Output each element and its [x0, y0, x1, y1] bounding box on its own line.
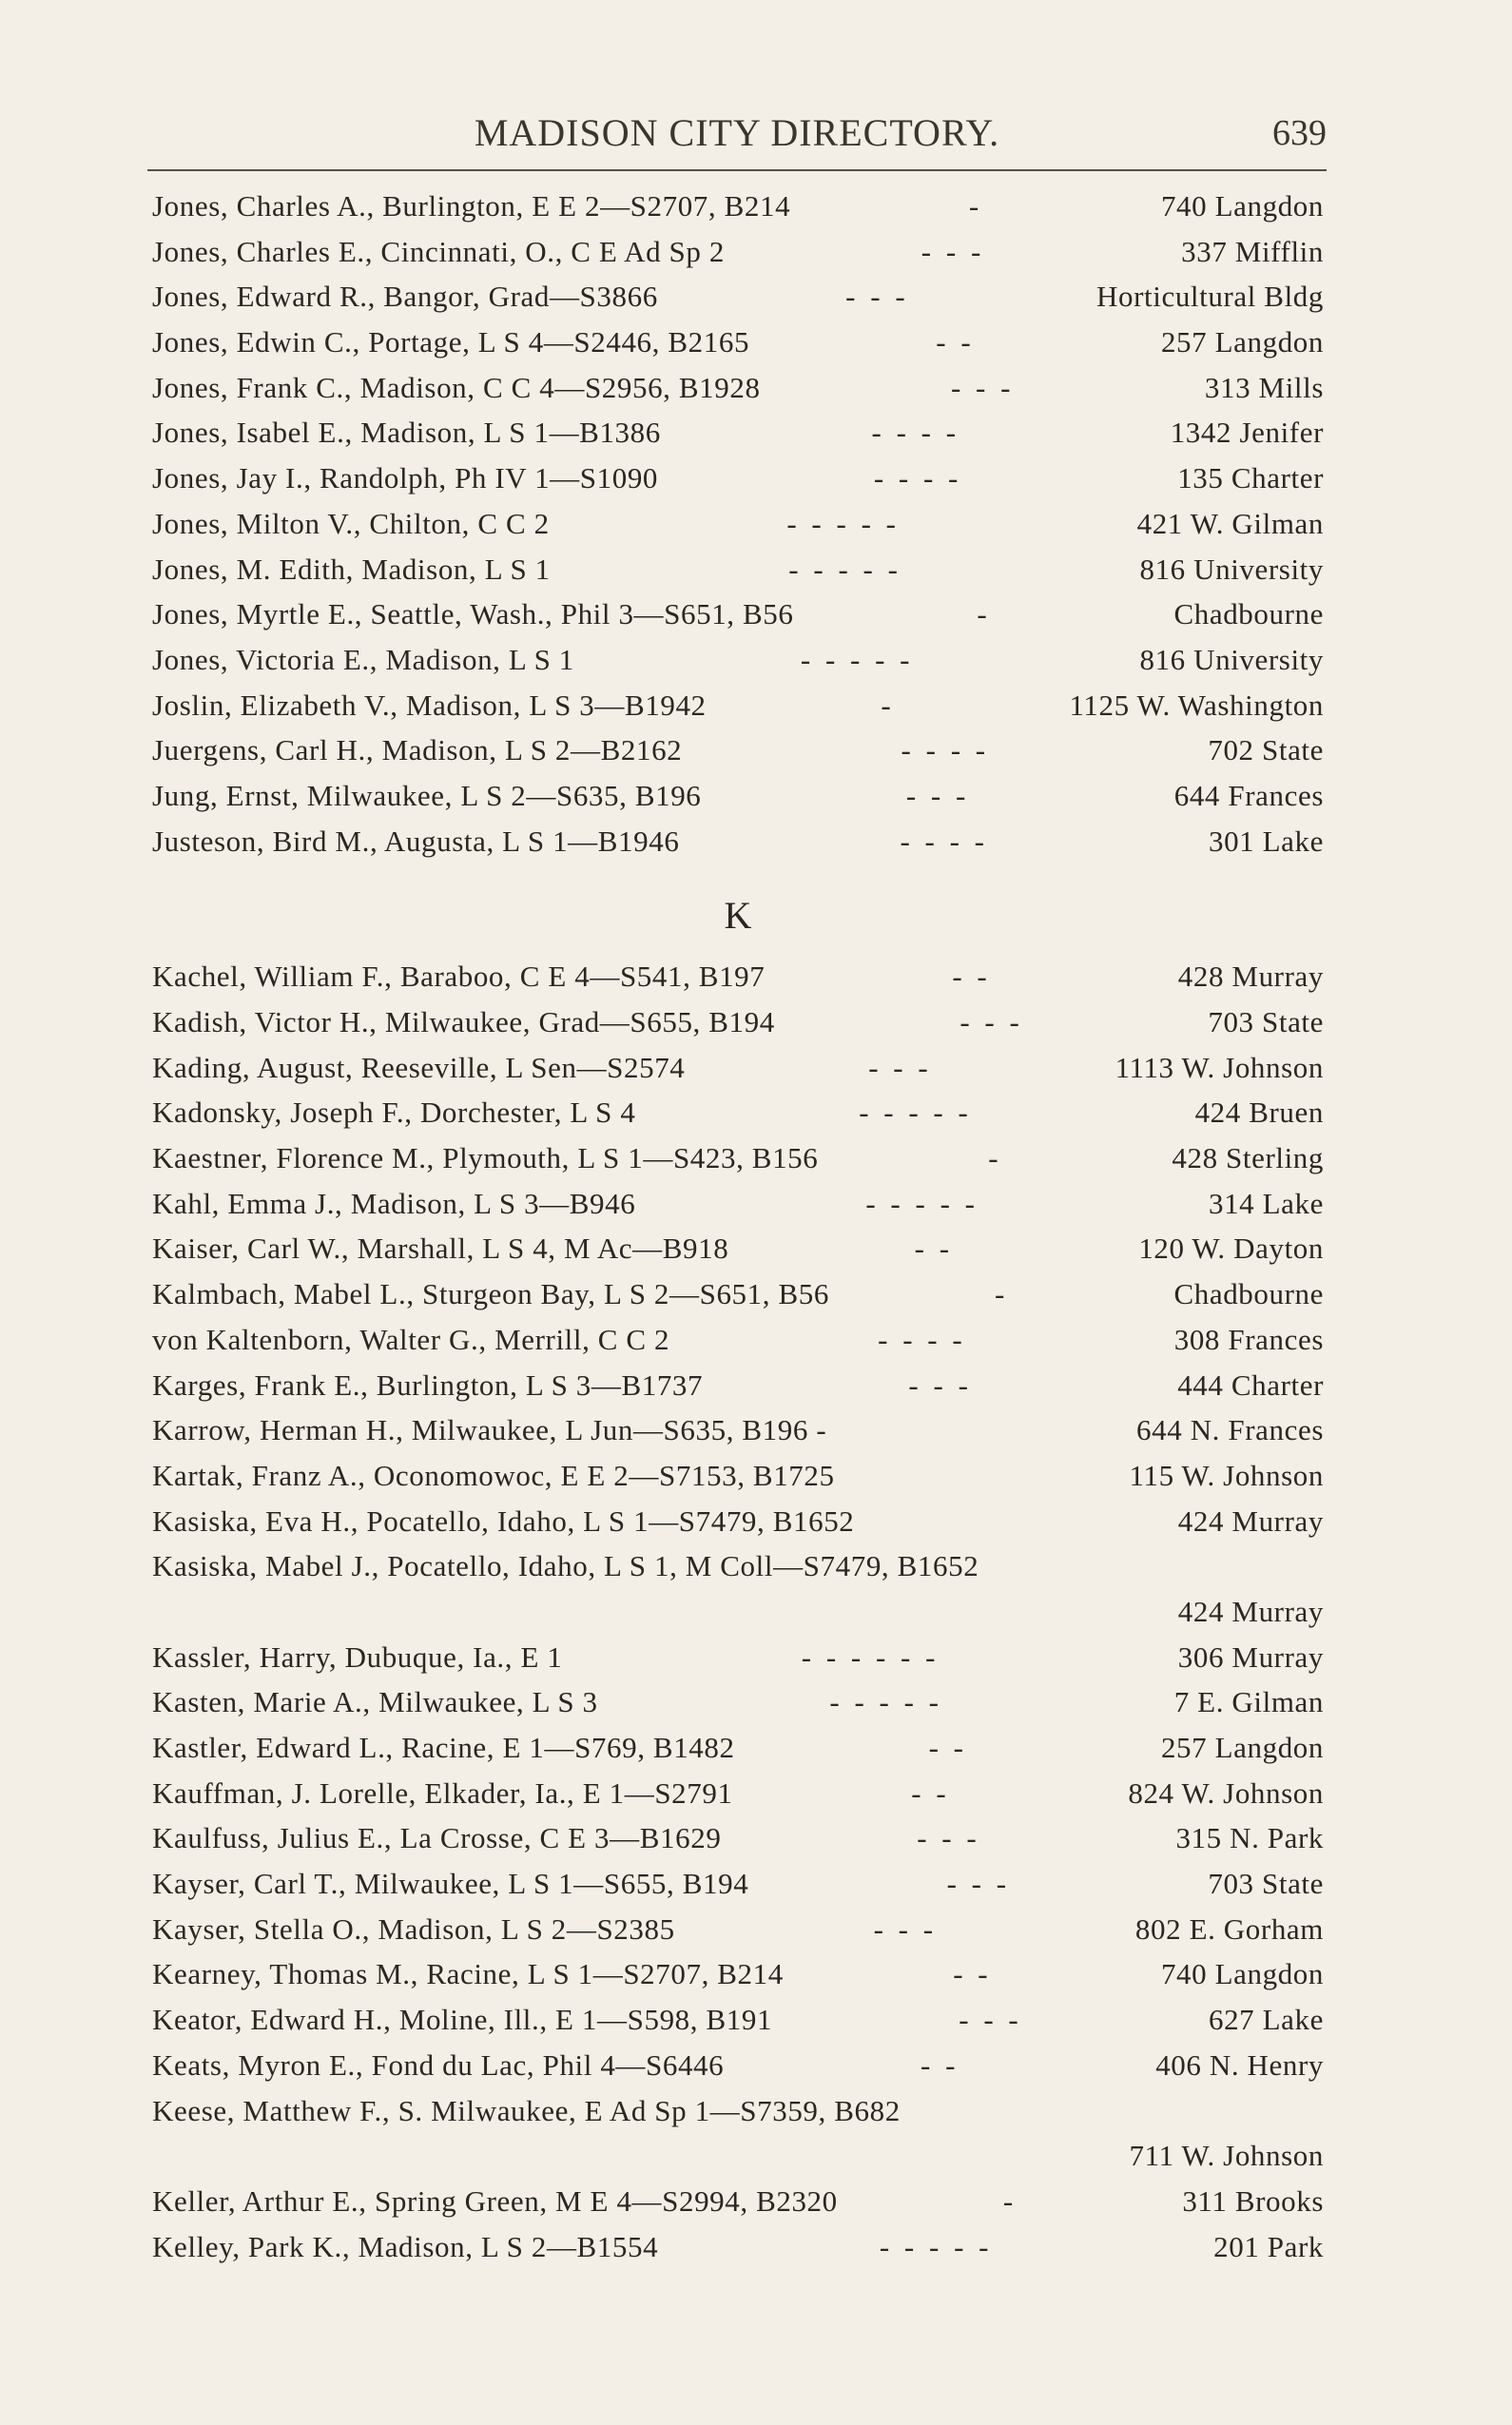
directory-entry: [152, 1045, 1324, 1091]
entry-address: 135 Charter: [1177, 461, 1324, 495]
directory-entry: [152, 1771, 1324, 1816]
entry-address: 428 Sterling: [1172, 1141, 1324, 1175]
entry-name-details: Jones, Charles A., Burlington, E E 2—S2707, B214: [152, 189, 791, 223]
entry-address: 644 N. Frances: [1136, 1413, 1324, 1447]
leader-dashes: -: [881, 688, 895, 722]
entry-address: 311 Brooks: [1182, 2183, 1324, 2218]
leader-dashes: - - -: [873, 1911, 938, 1946]
entry-address: 816 University: [1139, 552, 1324, 586]
directory-entry: [152, 456, 1324, 501]
entry-address: Horticultural Bldg: [1096, 280, 1324, 314]
directory-entry: [152, 1725, 1324, 1771]
directory-entry: [152, 1815, 1324, 1861]
directory-entry: [152, 637, 1324, 683]
entry-name-details: Kartak, Franz A., Oconomowoc, E E 2—S7153, B1725: [152, 1458, 835, 1492]
leader-dashes: - - - -: [871, 416, 960, 450]
directory-entry: [152, 1407, 1324, 1453]
entry-address: 424 Bruen: [1194, 1096, 1324, 1130]
entry-address: 1125 W. Washington: [1069, 688, 1324, 722]
entry-address: 337 Mifflin: [1181, 234, 1324, 268]
entry-name-details: von Kaltenborn, Walter G., Merrill, C C 2: [152, 1322, 670, 1356]
entry-address: 313 Mills: [1204, 370, 1324, 404]
entry-name-details: Kahl, Emma J., Madison, L S 3—B946: [152, 1186, 636, 1220]
directory-entry: [152, 2224, 1324, 2270]
entry-address-continuation: 711 W. Johnson: [1129, 2139, 1324, 2173]
directory-entry: [152, 410, 1324, 456]
directory-entry: [152, 1226, 1324, 1271]
leader-dashes: - - - - - -: [801, 1639, 940, 1674]
directory-entry: [152, 1543, 1324, 1589]
entry-address: Chadbourne: [1173, 597, 1324, 631]
j-section: [152, 184, 1324, 863]
entry-address: 703 State: [1208, 1005, 1324, 1038]
entry-name-details: Joslin, Elizabeth V., Madison, L S 3—B1942: [152, 688, 707, 722]
entry-address: 816 University: [1139, 642, 1324, 676]
leader-dashes: - - - - -: [859, 1096, 972, 1130]
entry-name-details: Kalmbach, Mabel L., Sturgeon Bay, L S 2—S651, B56: [152, 1277, 829, 1311]
entry-address: 627 Lake: [1208, 2003, 1324, 2037]
entry-name-details: Kasiska, Mabel J., Pocatello, Idaho, L S 1, M Coll—S7479, B1652: [152, 1549, 979, 1583]
directory-entry: [152, 365, 1324, 411]
leader-dashes: -: [968, 189, 983, 223]
entry-name-details: Karrow, Herman H., Milwaukee, L Jun—S635, B196 -: [152, 1413, 827, 1447]
entry-address: 740 Langdon: [1160, 189, 1324, 223]
entry-name-details: Keats, Myron E., Fond du Lac, Phil 4—S6446: [152, 2047, 725, 2082]
entry-name-details: Jones, M. Edith, Madison, L S 1: [152, 552, 551, 586]
entry-name-details: Jones, Myrtle E., Seattle, Wash., Phil 3—S651, B56: [152, 597, 794, 631]
leader-dashes: - - - -: [878, 1322, 966, 1356]
entry-address: 824 W. Johnson: [1128, 1775, 1324, 1810]
directory-entry: [152, 1317, 1324, 1363]
leader-dashes: - - -: [946, 1867, 1011, 1901]
entry-address: 703 State: [1208, 1867, 1324, 1901]
directory-entry: [152, 547, 1324, 592]
directory-entry: [152, 1861, 1324, 1907]
entry-name-details: Jung, Ernst, Milwaukee, L S 2—S635, B196: [152, 778, 702, 812]
leader-dashes: - - -: [845, 280, 909, 314]
entry-address: 644 Frances: [1173, 778, 1324, 812]
entry-name-details: Karges, Frank E., Burlington, L S 3—B1737: [152, 1368, 704, 1402]
directory-entry: [152, 320, 1324, 365]
directory-entry: [152, 1453, 1324, 1499]
entry-address: 444 Charter: [1177, 1368, 1324, 1402]
leader-dashes: -: [995, 1277, 1009, 1311]
running-head: [147, 105, 1327, 152]
entry-address: 1113 W. Johnson: [1115, 1050, 1324, 1084]
entry-address: 257 Langdon: [1160, 325, 1324, 359]
leader-dashes: - - -: [960, 1005, 1023, 1038]
entry-address: 308 Frances: [1173, 1322, 1324, 1356]
entry-address: 314 Lake: [1208, 1186, 1324, 1220]
leader-dashes: - -: [911, 1775, 950, 1810]
entry-address: 421 W. Gilman: [1136, 506, 1324, 540]
directory-entry: [152, 1499, 1324, 1544]
k-section: [152, 954, 1324, 2269]
directory-entry: [152, 1363, 1324, 1408]
directory-entry: [152, 2179, 1324, 2224]
entry-name-details: Jones, Frank C., Madison, C C 4—S2956, B1928: [152, 370, 761, 404]
entry-address: 306 Murray: [1177, 1639, 1324, 1674]
entry-address: 802 E. Gorham: [1134, 1911, 1324, 1946]
directory-entry: [152, 1271, 1324, 1317]
entry-address: 406 N. Henry: [1155, 2047, 1324, 2082]
directory-entry: [152, 683, 1324, 728]
entry-name-details: Kadonsky, Joseph F., Dorchester, L S 4: [152, 1096, 636, 1130]
entry-address: 301 Lake: [1208, 824, 1324, 858]
entry-address: 1342 Jenifer: [1170, 416, 1324, 450]
directory-entry: [152, 2043, 1324, 2088]
page-title: MADISON CITY DIRECTORY.: [474, 111, 1000, 154]
entry-name-details: Keese, Matthew F., S. Milwaukee, E Ad Sp 1—S7359, B682: [152, 2093, 901, 2127]
entry-name-details: Kaiser, Carl W., Marshall, L S 4, M Ac—B918: [152, 1232, 729, 1266]
entry-name-details: Kaestner, Florence M., Plymouth, L S 1—S423, B156: [152, 1141, 819, 1175]
entry-address: 428 Murray: [1177, 960, 1324, 994]
entry-name-details: Jones, Victoria E., Madison, L S 1: [152, 642, 574, 676]
leader-dashes: - - - -: [873, 461, 962, 495]
leader-dashes: - - - -: [901, 733, 990, 767]
directory-entry: [152, 1679, 1324, 1725]
leader-dashes: - -: [936, 325, 975, 359]
entry-name-details: Kachel, William F., Baraboo, C E 4—S541, B197: [152, 960, 766, 994]
leader-dashes: - - -: [921, 234, 985, 268]
directory-entry: [152, 819, 1324, 864]
leader-dashes: - - - - -: [800, 642, 914, 676]
directory-entry: [152, 1635, 1324, 1680]
entry-name-details: Kassler, Harry, Dubuque, Ia., E 1: [152, 1639, 563, 1674]
entry-name-details: Kearney, Thomas M., Racine, L S 1—S2707, B214: [152, 1957, 784, 1991]
entry-name-details: Kasiska, Eva H., Pocatello, Idaho, L S 1—S7479, B1652: [152, 1504, 855, 1538]
entry-name-details: Kasten, Marie A., Milwaukee, L S 3: [152, 1685, 598, 1719]
leader-dashes: - - - - -: [865, 1186, 979, 1220]
leader-dashes: - - -: [959, 2003, 1022, 2037]
leader-dashes: - - -: [950, 370, 1015, 404]
leader-dashes: - - - - -: [829, 1685, 942, 1719]
directory-entry: [152, 999, 1324, 1045]
leader-dashes: - - - - -: [879, 2229, 993, 2263]
directory-entry: [152, 1181, 1324, 1227]
leader-dashes: - -: [952, 960, 991, 994]
directory-entry: [152, 1090, 1324, 1135]
page-number: 639: [1272, 113, 1327, 153]
directory-entry: [152, 274, 1324, 320]
entry-name-details: Kauffman, J. Lorelle, Elkader, Ia., E 1—S2791: [152, 1775, 733, 1810]
entry-name-details: Jones, Charles E., Cincinnati, O., C E Ad Sp 2: [152, 234, 725, 268]
entry-name-details: Juergens, Carl H., Madison, L S 2—B2162: [152, 733, 683, 767]
section-letter-k: K: [724, 894, 752, 938]
entry-address: 257 Langdon: [1160, 1731, 1324, 1764]
leader-dashes: - - -: [905, 778, 970, 812]
directory-entry: [152, 501, 1324, 547]
entry-name-details: Kaulfuss, Julius E., La Crosse, C E 3—B1629: [152, 1821, 722, 1855]
leader-dashes: - - - -: [900, 824, 988, 858]
directory-entry: [152, 1951, 1324, 1997]
leader-dashes: -: [977, 597, 991, 631]
entry-name-details: Kelley, Park K., Madison, L S 2—B1554: [152, 2229, 659, 2263]
leader-dashes: - -: [928, 1731, 967, 1764]
entry-name-details: Kadish, Victor H., Milwaukee, Grad—S655, B194: [152, 1005, 775, 1038]
leader-dashes: - -: [953, 1957, 992, 1991]
entry-name-details: Justeson, Bird M., Augusta, L S 1—B1946: [152, 824, 680, 858]
directory-entry: [152, 1907, 1324, 1952]
directory-entry: [152, 229, 1324, 275]
entry-address-continuation: 424 Murray: [1177, 1594, 1324, 1628]
entry-name-details: Jones, Jay I., Randolph, Ph IV 1—S1090: [152, 461, 659, 495]
leader-dashes: - -: [921, 2047, 960, 2082]
entry-name-details: Kastler, Edward L., Racine, E 1—S769, B1482: [152, 1731, 735, 1764]
entry-address: 315 N. Park: [1175, 1821, 1324, 1855]
leader-dashes: -: [1002, 2183, 1018, 2218]
directory-entry: [152, 728, 1324, 773]
entry-name-details: Kading, August, Reeseville, L Sen—S2574: [152, 1050, 686, 1084]
leader-dashes: - - -: [917, 1821, 980, 1855]
directory-entry: [152, 773, 1324, 819]
directory-entry: [152, 592, 1324, 637]
entry-address: 120 W. Dayton: [1138, 1232, 1324, 1266]
leader-dashes: - - - - -: [788, 552, 901, 586]
leader-dashes: - - - - -: [786, 506, 900, 540]
entry-address: 424 Murray: [1177, 1504, 1324, 1538]
entry-address: Chadbourne: [1173, 1277, 1324, 1311]
entry-address: 7 E. Gilman: [1173, 1685, 1324, 1719]
entry-name-details: Jones, Isabel E., Madison, L S 1—B1386: [152, 416, 661, 450]
directory-entry: [152, 954, 1324, 999]
leader-dashes: - - -: [908, 1368, 972, 1402]
entry-address: 201 Park: [1213, 2229, 1324, 2263]
entry-name-details: Kayser, Stella O., Madison, L S 2—S2385: [152, 1911, 675, 1946]
directory-entry: [152, 2088, 1324, 2134]
header-rule: [147, 169, 1327, 171]
directory-entry: [152, 1997, 1324, 2043]
directory-listing: [152, 184, 1324, 2269]
leader-dashes: - - -: [868, 1050, 932, 1084]
leader-dashes: - -: [914, 1232, 954, 1266]
entry-address: 702 State: [1208, 733, 1324, 767]
entry-name-details: Keller, Arthur E., Spring Green, M E 4—S2994, B2320: [152, 2183, 838, 2218]
directory-entry: [152, 184, 1324, 229]
entry-name-details: Kayser, Carl T., Milwaukee, L S 1—S655, B194: [152, 1867, 749, 1901]
entry-name-details: Jones, Milton V., Chilton, C C 2: [152, 506, 550, 540]
entry-name-details: Keator, Edward H., Moline, Ill., E 1—S598, B191: [152, 2003, 773, 2037]
entry-name-details: Jones, Edward R., Bangor, Grad—S3866: [152, 280, 658, 314]
directory-entry: [152, 1135, 1324, 1181]
entry-name-details: Jones, Edwin C., Portage, L S 4—S2446, B2165: [152, 325, 750, 359]
entry-address: 115 W. Johnson: [1129, 1458, 1324, 1492]
leader-dashes: -: [988, 1141, 1002, 1175]
entry-address: 740 Langdon: [1160, 1957, 1324, 1991]
